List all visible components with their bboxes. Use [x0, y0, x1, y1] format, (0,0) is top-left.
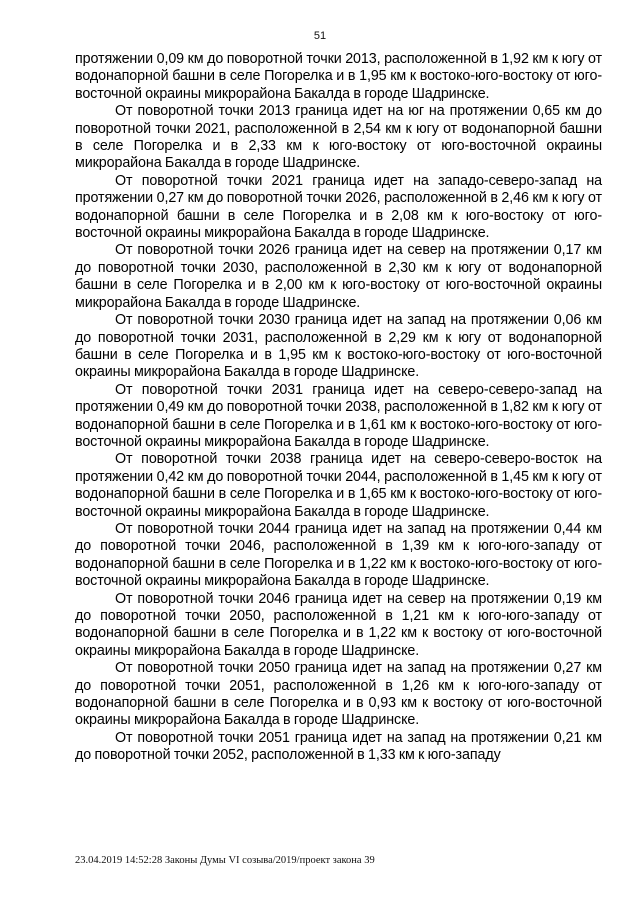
paragraph: От поворотной точки 2050 граница идет на запад на протяжении 0,27 км до поворотной точки 2051, расположенной в 1,26 км к юго-юго-западу от водонапорной башни в селе Погорелка и в 0,93 км к востоку от юго-восточной окраины микрорайона Бакалда в городе Шадринске. — [75, 660, 602, 729]
paragraph: От поворотной точки 2038 граница идет на северо-северо-восток на протяжении 0,42 км до поворотной точки 2044, расположенной в 1,45 км к югу от водонапорной башни в селе Погорелка и в 1,65 км к востоко-юго-востоку от юго-восточной окраины микрорайона Бакалда в городе Шадринске. — [75, 451, 602, 520]
page-number: 51 — [313, 30, 327, 42]
paragraph: От поворотной точки 2030 граница идет на запад на протяжении 0,06 км до поворотной точки 2031, расположенной в 2,29 км к югу от водонапорной башни в селе Погорелка и в 1,95 км к востоко-юго-востоку от юго-восточной окраины микрорайона Бакалда в городе Шадринске. — [75, 312, 602, 381]
paragraph: От поворотной точки 2051 граница идет на запад на протяжении 0,21 км до поворотной точки 2052, расположенной в 1,33 км к юго-западу — [75, 729, 602, 764]
paragraph: От поворотной точки 2046 граница идет на север на протяжении 0,19 км до поворотной точки 2050, расположенной в 1,21 км к юго-юго-западу от водонапорной башни в селе Погорелка и в 1,22 км к востоку от юго-восточной окраины микрорайона Бакалда в городе Шадринске. — [75, 590, 602, 659]
paragraph: От поворотной точки 2013 граница идет на юг на протяжении 0,65 км до поворотной точки 2021, расположенной в 2,54 км к югу от водонапорной башни в селе Погорелка и в 2,33 км к юго-востоку от юго-восточной окраины микрорайона Бакалда в городе Шадринске. — [75, 103, 602, 172]
paragraph: протяжении 0,09 км до поворотной точки 2013, расположенной в 1,92 км к югу от водонапорной башни в селе Погорелка и в 1,95 км к востоко-юго-востоку от юго-восточной окраины микрорайона Бакалда в городе Шадринске. — [75, 51, 602, 102]
document-footer: 23.04.2019 14:52:28 Законы Думы VI созыва/2019/проект закона 39 — [75, 855, 375, 866]
paragraph: От поворотной точки 2021 граница идет на западо-северо-запад на протяжении 0,27 км до поворотной точки 2026, расположенной в 2,46 км к югу от водонапорной башни в селе Погорелка и в 2,08 км к юго-востоку от юго-восточной окраины микрорайона Бакалда в городе Шадринске. — [75, 172, 602, 242]
document-body — [75, 51, 602, 765]
paragraph: От поворотной точки 2031 граница идет на северо-северо-запад на протяжении 0,49 км до поворотной точки 2038, расположенной в 1,82 км к югу от водонапорной башни в селе Погорелка и в 1,61 км к востоко-юго-востоку от юго-восточной окраины микрорайона Бакалда в городе Шадринске. — [75, 381, 602, 450]
paragraph: От поворотной точки 2044 граница идет на запад на протяжении 0,44 км до поворотной точки 2046, расположенной в 1,39 км к юго-юго-западу от водонапорной башни в селе Погорелка и в 1,22 км к востоко-юго-востоку от юго-восточной окраины микрорайона Бакалда в городе Шадринске. — [75, 520, 602, 590]
paragraph: От поворотной точки 2026 граница идет на север на протяжении 0,17 км до поворотной точки 2030, расположенной в 2,30 км к югу от водонапорной башни в селе Погорелка и в 2,00 км к юго-востоку от юго-восточной окраины микрорайона Бакалда в городе Шадринске. — [75, 242, 602, 311]
